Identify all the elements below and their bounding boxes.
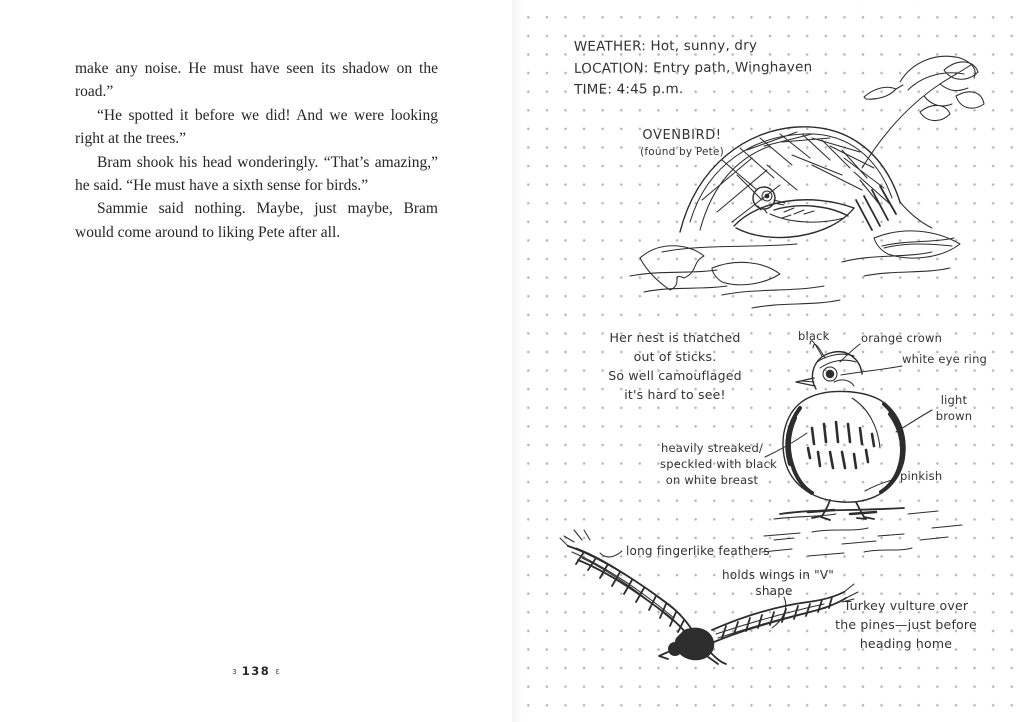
label-pinkish: pinkish [900,469,943,483]
label-wings-v [722,567,835,599]
story-text [75,57,438,244]
nest-caption-line: out of sticks. [633,349,717,364]
nest-subtitle: (found by Pete) [640,146,724,158]
story-paragraph: Sammie said nothing. Maybe, just maybe, Bram would come around to liking Pete after all. [75,200,438,241]
label-breast-line: on white breast [665,473,759,487]
label-wings-v-line: shape [755,584,793,598]
ground-squiggles [762,525,962,556]
label-breast-line: speckled with black [660,457,777,471]
story-paragraph: “He spotted it before we did! And we were looking right at the trees.” [75,106,438,148]
nest-caption [590,328,760,404]
label-breast-line: heavily streaked/ [660,441,764,455]
label-light-brown [928,392,980,424]
ovenbird-sketch [774,341,938,520]
nest-caption-line: So well camouflaged [608,368,742,383]
folio-ornament-left-icon: ɜ [232,667,237,677]
vulture-caption [834,596,978,653]
nest-title: OVENBIRD! [642,128,722,143]
page-number: 138 [241,664,271,678]
label-orange-crown: orange crown [861,331,943,345]
journal-header [574,35,813,101]
label-breast [660,440,777,488]
vulture-caption-line: the pines—just before [835,617,977,632]
label-fingerlike-feathers: long fingerlike feathers [626,544,770,558]
label-light-brown-line: light [940,393,968,407]
weather-line: WEATHER: Hot, sunny, dry [573,37,758,55]
vulture-caption-line: Turkey vulture over [843,598,969,613]
journal-page [512,0,1024,722]
time-line: TIME: 4:45 p.m. [574,81,684,98]
page-number-footer [0,660,512,679]
label-wings-v-line: holds wings in "V" [722,568,835,582]
location-line: LOCATION: Entry path, Winghaven [573,58,813,77]
nest-caption-line: Her nest is thatched [609,330,741,345]
vulture-caption-line: heading home [859,636,953,651]
feather-doodle-icon [864,85,903,99]
story-paragraph: make any noise. He must have seen its shadow on the road.” [75,60,438,101]
nest-caption-line: it's hard to see! [624,387,726,402]
label-white-eye-ring: white eye ring [902,352,988,366]
folio-ornament-right-icon: ɛ [275,667,280,677]
story-paragraph: Bram shook his head wonderingly. “That’s amazing,” he said. “He must have a sixth sense for birds.” [75,153,438,195]
label-black: black [798,329,830,343]
label-light-brown-line: brown [935,409,973,423]
